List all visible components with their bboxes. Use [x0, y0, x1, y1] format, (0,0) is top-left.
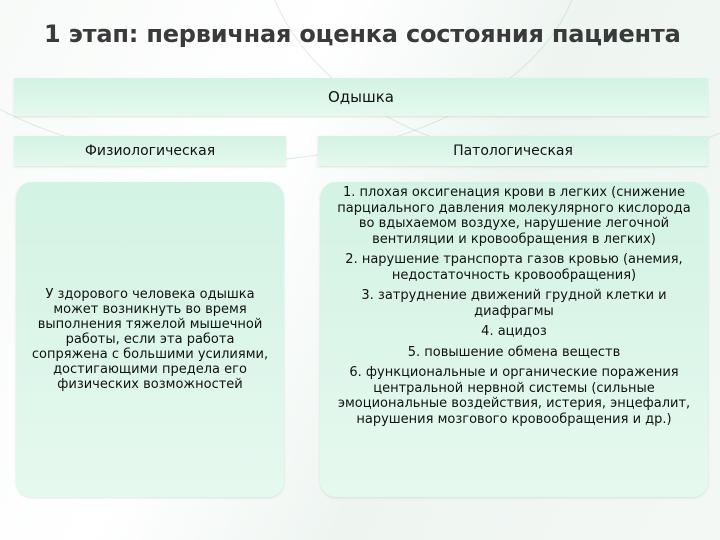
pathological-cause-item: 2. нарушение транспорта газов кровью (анемия, недостаточность кровообращения): [345, 252, 683, 283]
pathological-causes-panel: [320, 182, 708, 497]
branch-header-pathological: Патологическая: [318, 136, 708, 166]
pathological-cause-item: 1. плохая оксигенация крови в легких (снижение парциального давления молекулярного кислорода во вдыхаемом воздухе, нарушение легочной вентиляции и кровообращения в легких): [337, 185, 691, 247]
branch-header-physiological: Физиологическая: [14, 136, 286, 166]
pathological-cause-item: 5. повышение обмена веществ: [407, 344, 621, 360]
pathological-cause-item: 3. затруднение движений грудной клетки и диафрагмы: [361, 288, 667, 319]
pathological-cause-item: 6. функциональные и органические поражения центральной нервной системы (сильные эмоциональные воздействия, истерия, энцефалит, нарушения мозгового кровообращения и др.): [337, 365, 691, 427]
physiological-description-panel: [16, 182, 284, 497]
root-node-dyspnea: Одышка: [14, 78, 708, 116]
pathological-cause-item: 4. ацидоз: [481, 324, 547, 339]
page-title: 1 этап: первичная оценка состояния пациента: [44, 20, 681, 48]
physiological-description-text: У здорового человека одышка может возникнуть во время выполнения тяжелой мышечной работы, если эта работа сопряжена с большими усилиями, достигающими предела его физических возможностей: [31, 287, 269, 392]
